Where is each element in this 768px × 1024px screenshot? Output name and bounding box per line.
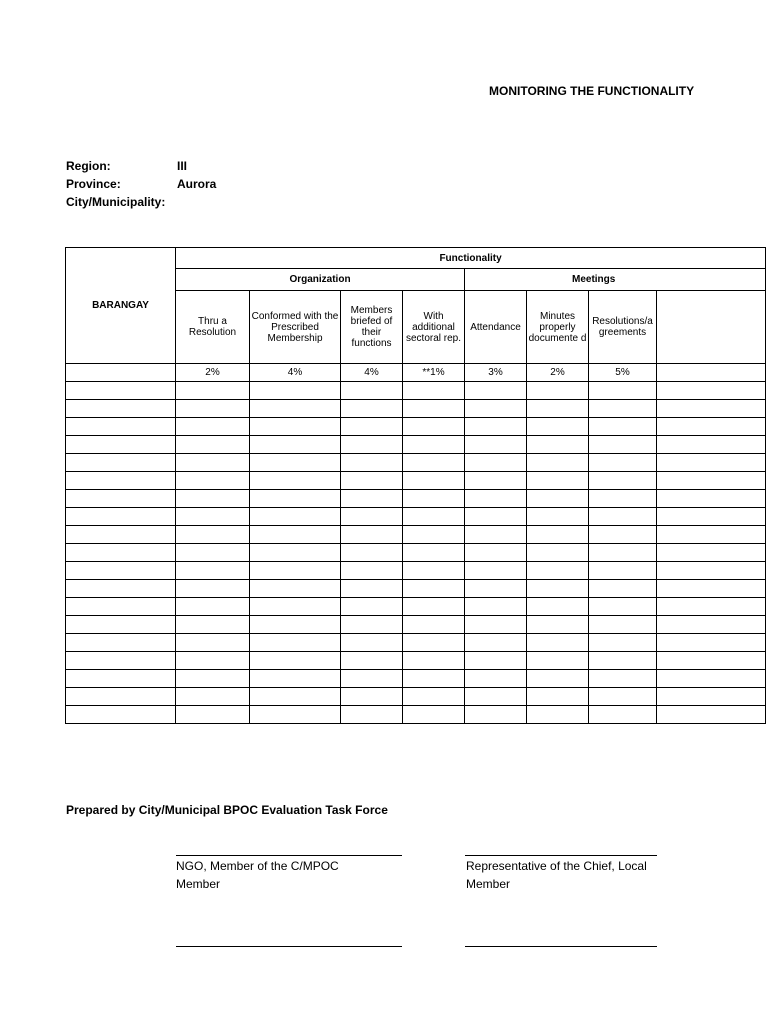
signature-line [465, 855, 657, 856]
score-cell [403, 562, 465, 580]
score-cell [250, 634, 341, 652]
score-cell [176, 706, 250, 724]
table-row [66, 490, 766, 508]
weight-cell: 4% [341, 364, 403, 382]
table-row [66, 634, 766, 652]
score-cell [657, 580, 766, 598]
score-cell [250, 598, 341, 616]
score-cell [657, 616, 766, 634]
score-cell [465, 490, 527, 508]
score-cell [589, 472, 657, 490]
score-cell [465, 544, 527, 562]
score-cell [341, 652, 403, 670]
signature-line [176, 855, 402, 856]
score-cell [589, 526, 657, 544]
barangay-cell [66, 382, 176, 400]
score-cell [527, 580, 589, 598]
score-cell [657, 526, 766, 544]
score-cell [341, 562, 403, 580]
column-header: Minutes properly documente d [527, 291, 589, 364]
weight-cell: 5% [589, 364, 657, 382]
score-cell [403, 544, 465, 562]
score-cell [176, 562, 250, 580]
functionality-header: Functionality [176, 248, 766, 269]
barangay-cell [66, 562, 176, 580]
score-cell [527, 562, 589, 580]
score-cell [403, 382, 465, 400]
table-row [66, 580, 766, 598]
score-cell [250, 580, 341, 598]
score-cell [176, 382, 250, 400]
barangay-cell [66, 436, 176, 454]
score-cell [465, 508, 527, 526]
score-cell [403, 688, 465, 706]
score-cell [657, 508, 766, 526]
score-cell [176, 454, 250, 472]
score-cell [657, 688, 766, 706]
score-cell [176, 634, 250, 652]
score-cell [250, 508, 341, 526]
column-header: Resolutions/a greements [589, 291, 657, 364]
city-label: City/Municipality: [66, 195, 166, 209]
score-cell [465, 670, 527, 688]
monitoring-table [65, 247, 766, 724]
barangay-cell [66, 508, 176, 526]
table-row [66, 706, 766, 724]
score-cell [403, 526, 465, 544]
monitoring-table-wrapper [65, 247, 657, 730]
barangay-cell [66, 634, 176, 652]
score-cell [465, 706, 527, 724]
score-cell [250, 472, 341, 490]
score-cell [176, 472, 250, 490]
column-header: With additional sectoral rep. [403, 291, 465, 364]
score-cell [657, 436, 766, 454]
barangay-cell [66, 454, 176, 472]
organization-group-header: Organization [176, 269, 465, 291]
score-cell [250, 418, 341, 436]
score-cell [341, 436, 403, 454]
table-row [66, 526, 766, 544]
score-cell [465, 652, 527, 670]
barangay-cell [66, 706, 176, 724]
score-cell [657, 562, 766, 580]
score-cell [657, 472, 766, 490]
score-cell [341, 580, 403, 598]
score-cell [341, 598, 403, 616]
table-row [66, 418, 766, 436]
score-cell [465, 526, 527, 544]
score-cell [176, 652, 250, 670]
score-cell [589, 580, 657, 598]
score-cell [527, 706, 589, 724]
score-cell [589, 562, 657, 580]
column-header [657, 291, 766, 364]
score-cell [403, 472, 465, 490]
score-cell [176, 508, 250, 526]
score-cell [527, 616, 589, 634]
score-cell [250, 562, 341, 580]
score-cell [589, 688, 657, 706]
score-cell [250, 616, 341, 634]
score-cell [657, 400, 766, 418]
score-cell [403, 598, 465, 616]
score-cell [250, 454, 341, 472]
prepared-by-label: Prepared by City/Municipal BPOC Evaluation Task Force [66, 803, 388, 817]
table-row [66, 454, 766, 472]
score-cell [176, 670, 250, 688]
score-cell [176, 598, 250, 616]
score-cell [657, 634, 766, 652]
score-cell [403, 400, 465, 418]
score-cell [176, 490, 250, 508]
table-row [66, 400, 766, 418]
barangay-cell [66, 418, 176, 436]
score-cell [527, 670, 589, 688]
score-cell [657, 382, 766, 400]
table-row [66, 598, 766, 616]
region-value: III [177, 159, 188, 173]
score-cell [657, 598, 766, 616]
score-cell [589, 634, 657, 652]
province-value: Aurora [177, 177, 217, 191]
score-cell [176, 400, 250, 418]
barangay-header: BARANGAY [66, 248, 176, 364]
score-cell [589, 400, 657, 418]
score-cell [250, 688, 341, 706]
score-cell [465, 400, 527, 418]
score-cell [403, 418, 465, 436]
score-cell [176, 436, 250, 454]
score-cell [589, 544, 657, 562]
score-cell [403, 652, 465, 670]
document-title: MONITORING THE FUNCTIONALITY [489, 84, 695, 98]
table-row [66, 472, 766, 490]
score-cell [250, 526, 341, 544]
score-cell [589, 670, 657, 688]
score-cell [341, 418, 403, 436]
barangay-cell [66, 526, 176, 544]
score-cell [341, 490, 403, 508]
score-cell [176, 526, 250, 544]
score-cell [176, 616, 250, 634]
score-cell [589, 382, 657, 400]
score-cell [465, 472, 527, 490]
weight-cell: 2% [527, 364, 589, 382]
table-row [66, 508, 766, 526]
score-cell [403, 580, 465, 598]
score-cell [657, 706, 766, 724]
weight-cell: 4% [250, 364, 341, 382]
score-cell [527, 472, 589, 490]
score-cell [341, 472, 403, 490]
score-cell [465, 634, 527, 652]
score-cell [341, 706, 403, 724]
table-row [66, 436, 766, 454]
score-cell [250, 490, 341, 508]
score-cell [250, 400, 341, 418]
score-cell [589, 652, 657, 670]
score-cell [176, 688, 250, 706]
table-row [66, 616, 766, 634]
score-cell [403, 634, 465, 652]
score-cell [341, 382, 403, 400]
score-cell [341, 670, 403, 688]
score-cell [527, 652, 589, 670]
barangay-cell [66, 652, 176, 670]
score-cell [176, 544, 250, 562]
score-cell [250, 436, 341, 454]
score-cell [527, 688, 589, 706]
score-cell [657, 670, 766, 688]
score-cell [341, 616, 403, 634]
score-cell [341, 508, 403, 526]
table-row [66, 562, 766, 580]
weight-cell: 2% [176, 364, 250, 382]
signatory-2-title: Representative of the Chief, Local [466, 859, 647, 873]
score-cell [465, 616, 527, 634]
score-cell [465, 562, 527, 580]
signatory-2-role: Member [466, 877, 511, 891]
signatory-1-title: NGO, Member of the C/MPOC [176, 859, 339, 873]
barangay-cell [66, 472, 176, 490]
meetings-group-header: Meetings [465, 269, 766, 291]
score-cell [250, 706, 341, 724]
score-cell [657, 418, 766, 436]
barangay-cell [66, 580, 176, 598]
barangay-cell [66, 544, 176, 562]
signature-line [465, 946, 657, 947]
table-row [66, 544, 766, 562]
score-cell [589, 418, 657, 436]
score-cell [527, 400, 589, 418]
score-cell [465, 688, 527, 706]
weight-cell [66, 364, 176, 382]
score-cell [527, 526, 589, 544]
score-cell [527, 634, 589, 652]
column-header: Conformed with the Prescribed Membership [250, 291, 341, 364]
score-cell [341, 454, 403, 472]
score-cell [589, 454, 657, 472]
barangay-cell [66, 490, 176, 508]
score-cell [527, 436, 589, 454]
column-header: Thru a Resolution [176, 291, 250, 364]
score-cell [527, 490, 589, 508]
province-label: Province: [66, 177, 121, 191]
barangay-cell [66, 670, 176, 688]
score-cell [403, 670, 465, 688]
score-cell [589, 490, 657, 508]
score-cell [657, 454, 766, 472]
score-cell [250, 652, 341, 670]
score-cell [250, 670, 341, 688]
score-cell [657, 652, 766, 670]
score-cell [403, 490, 465, 508]
score-cell [176, 580, 250, 598]
score-cell [341, 526, 403, 544]
score-cell [527, 382, 589, 400]
score-cell [403, 706, 465, 724]
score-cell [465, 580, 527, 598]
barangay-cell [66, 598, 176, 616]
score-cell [176, 418, 250, 436]
score-cell [589, 706, 657, 724]
score-cell [250, 544, 341, 562]
signatory-1-role: Member [176, 877, 221, 891]
table-row [66, 652, 766, 670]
score-cell [527, 598, 589, 616]
barangay-cell [66, 688, 176, 706]
signature-line [176, 946, 402, 947]
column-header: Members briefed of their functions [341, 291, 403, 364]
score-cell [527, 544, 589, 562]
barangay-cell [66, 616, 176, 634]
score-cell [341, 688, 403, 706]
score-cell [341, 634, 403, 652]
score-cell [465, 418, 527, 436]
score-cell [403, 454, 465, 472]
table-row [66, 670, 766, 688]
score-cell [589, 598, 657, 616]
score-cell [341, 400, 403, 418]
score-cell [589, 436, 657, 454]
region-label: Region: [66, 159, 111, 173]
score-cell [465, 454, 527, 472]
score-cell [465, 382, 527, 400]
column-header: Attendance [465, 291, 527, 364]
barangay-cell [66, 400, 176, 418]
score-cell [403, 508, 465, 526]
score-cell [403, 616, 465, 634]
score-cell [589, 508, 657, 526]
score-cell [527, 454, 589, 472]
weight-cell: **1% [403, 364, 465, 382]
score-cell [527, 508, 589, 526]
score-cell [250, 382, 341, 400]
score-cell [403, 436, 465, 454]
score-cell [527, 418, 589, 436]
score-cell [465, 436, 527, 454]
score-cell [657, 490, 766, 508]
score-cell [465, 598, 527, 616]
score-cell [341, 544, 403, 562]
table-row [66, 382, 766, 400]
weight-cell: 3% [465, 364, 527, 382]
score-cell [657, 544, 766, 562]
score-cell [589, 616, 657, 634]
table-row [66, 688, 766, 706]
weight-cell [657, 364, 766, 382]
